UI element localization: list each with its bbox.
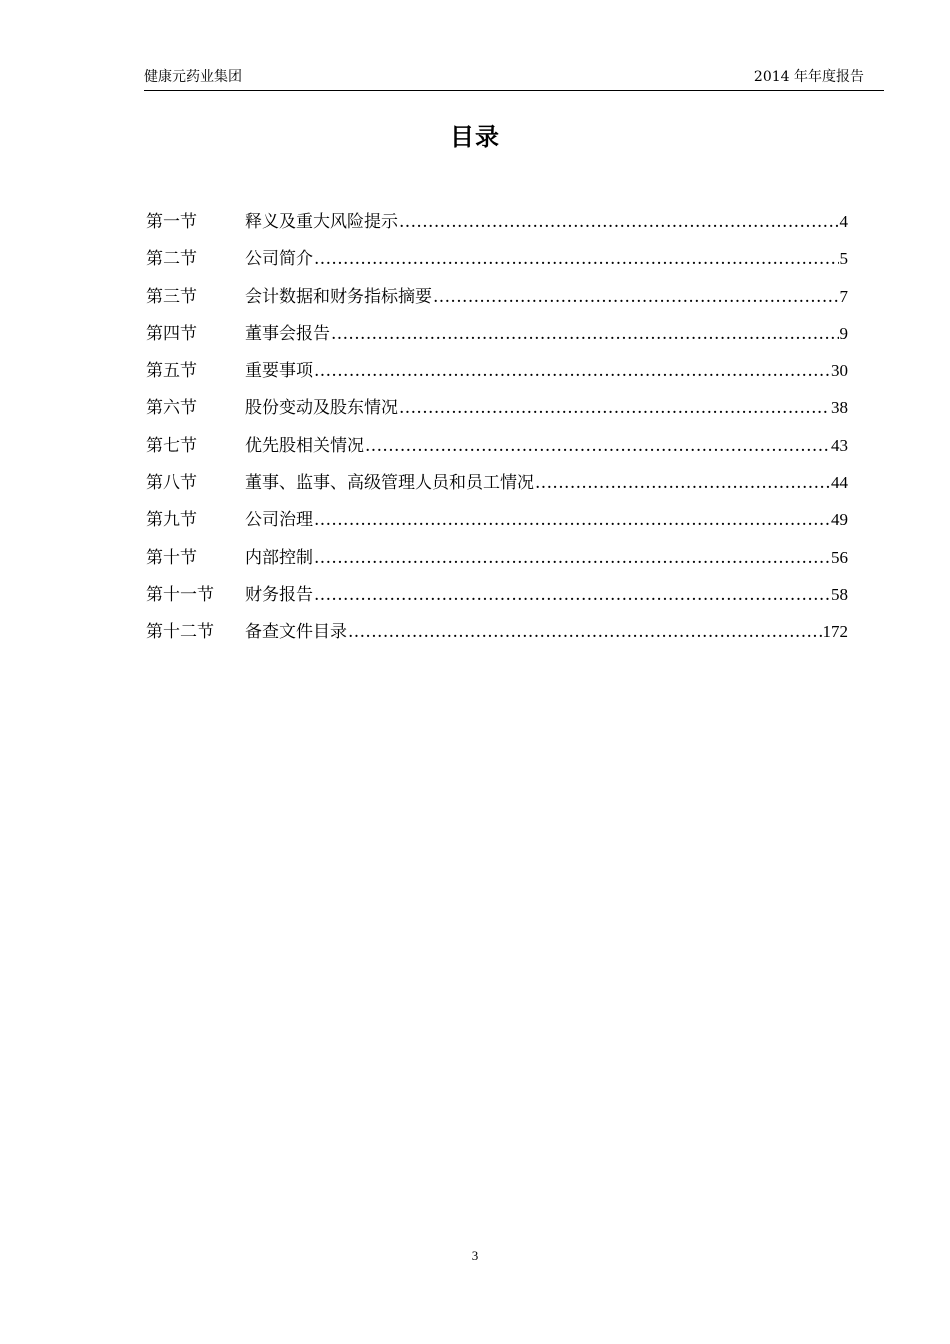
- toc-section-title: 公司治理: [245, 510, 313, 531]
- toc-page-number: 30: [831, 361, 848, 381]
- toc-page-number: 44: [831, 473, 848, 493]
- toc-dot-leader: [535, 466, 830, 500]
- toc-dot-leader: [314, 541, 830, 575]
- toc-section-label: 第二节: [146, 249, 197, 270]
- toc-section-label: 第九节: [146, 510, 197, 531]
- toc-section-title: 释义及重大风险提示: [245, 212, 398, 232]
- toc-page-number: 49: [831, 510, 848, 530]
- toc-page-number: 38: [831, 398, 848, 418]
- toc-entry-5[interactable]: [146, 354, 848, 391]
- toc-entry-3[interactable]: [146, 280, 848, 317]
- header-company-name: 健康元药业集团: [144, 69, 242, 85]
- toc-section-title: 优先股相关情况: [245, 435, 364, 456]
- toc-dot-leader: [331, 317, 839, 351]
- toc-dot-leader: [314, 578, 830, 612]
- toc-section-label: 第五节: [146, 361, 197, 382]
- toc-section-title: 财务报告: [245, 584, 313, 605]
- toc-page-number: 56: [831, 547, 848, 567]
- toc-entry-7[interactable]: [146, 429, 848, 466]
- page-title: 目录: [450, 122, 500, 151]
- header-report-title: 2014 年年度报告: [753, 69, 864, 85]
- toc-page-number: 43: [831, 435, 848, 455]
- toc-section-title: 内部控制: [245, 547, 313, 568]
- toc-dot-leader: [314, 503, 830, 537]
- toc-page-number: 9: [839, 323, 848, 343]
- page-number: 3: [471, 1248, 479, 1263]
- toc-entry-10[interactable]: [146, 541, 848, 578]
- toc-dot-leader: [399, 391, 830, 425]
- toc-section-label: 第十节: [146, 547, 197, 568]
- toc-section-label: 第四节: [146, 323, 197, 344]
- toc-page-number: 58: [831, 584, 848, 604]
- toc-section-label: 第七节: [146, 435, 197, 456]
- toc-entry-6[interactable]: [146, 391, 848, 428]
- toc-page-number: 5: [839, 249, 848, 269]
- toc-section-title: 股份变动及股东情况: [245, 398, 398, 419]
- toc-section-label: 第十二节: [146, 622, 214, 643]
- toc-section-title: 备查文件目录: [245, 622, 347, 643]
- toc-section-label: 第六节: [146, 398, 197, 419]
- toc-section-title: 董事、监事、高级管理人员和员工情况: [245, 473, 534, 494]
- toc-dot-leader: [348, 615, 822, 649]
- toc-section-label: 第三节: [146, 286, 197, 307]
- toc-entry-11[interactable]: [146, 578, 848, 615]
- toc-page-number: 172: [822, 622, 848, 642]
- toc-section-label: 第十一节: [146, 584, 214, 605]
- toc-dot-leader: [433, 280, 839, 314]
- toc-entry-12[interactable]: [146, 615, 848, 652]
- toc-section-title: 会计数据和财务指标摘要: [245, 286, 432, 307]
- toc-dot-leader: [365, 429, 830, 463]
- toc-section-title: 董事会报告: [245, 323, 330, 344]
- toc-entry-8[interactable]: [146, 466, 848, 503]
- toc-entry-1[interactable]: [146, 205, 848, 242]
- toc-dot-leader: [399, 205, 839, 239]
- toc-entry-9[interactable]: [146, 503, 848, 540]
- toc-section-title: 重要事项: [245, 361, 313, 382]
- toc-section-title: 公司简介: [245, 249, 313, 270]
- toc-entry-2[interactable]: [146, 242, 848, 279]
- toc-page-number: 4: [839, 212, 848, 231]
- toc-section-label: 第一节: [146, 212, 197, 232]
- toc-entry-4[interactable]: [146, 317, 848, 354]
- toc-page-number: 7: [839, 286, 848, 306]
- table-of-contents: [146, 205, 848, 653]
- toc-dot-leader: [314, 242, 839, 276]
- toc-section-label: 第八节: [146, 473, 197, 494]
- page-header: [144, 68, 884, 91]
- toc-dot-leader: [314, 354, 830, 388]
